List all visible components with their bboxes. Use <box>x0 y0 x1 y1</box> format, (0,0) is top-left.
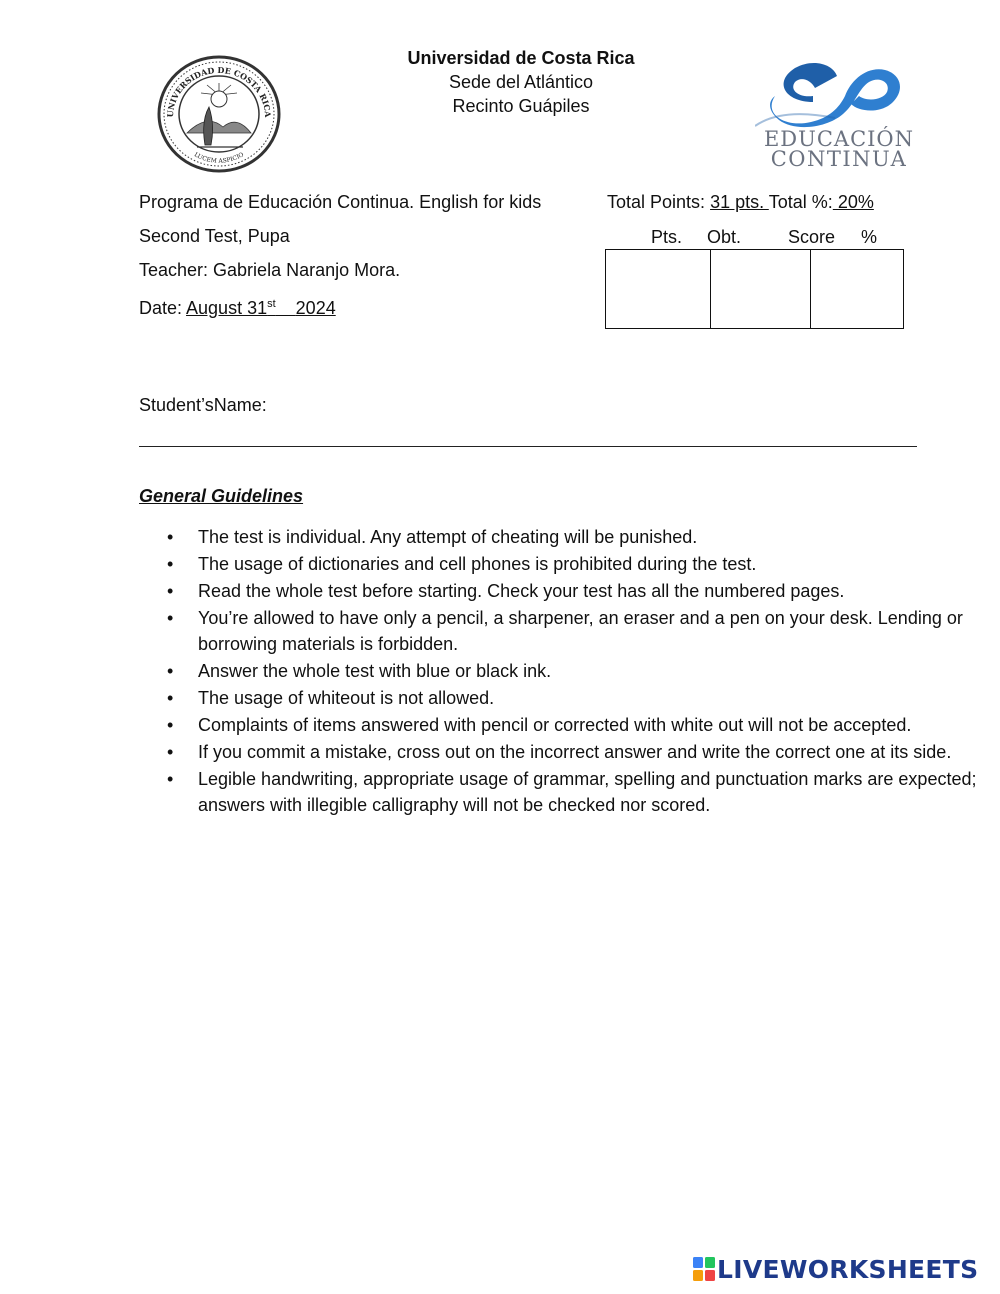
student-name-line[interactable] <box>139 446 917 447</box>
list-item: • Complaints of items answered with pencil or corrected with white out will not be accepted. <box>198 712 988 738</box>
score-cell-score[interactable] <box>811 250 903 328</box>
list-item: • Answer the whole test with blue or black ink. <box>198 658 988 684</box>
liveworksheets-text: LIVEWORKSHEETS <box>717 1254 979 1284</box>
date-month-day: August 31 <box>186 298 268 318</box>
guidelines-title: General Guidelines <box>139 486 304 506</box>
total-percent-label: Total %: <box>768 192 833 212</box>
logo-text-line1: EDUCACIÓN <box>763 127 915 151</box>
list-item: • The usage of whiteout is not allowed. <box>198 685 988 711</box>
date-suffix: st <box>267 298 276 310</box>
score-cell-pts[interactable] <box>606 250 711 328</box>
liveworksheets-brand[interactable] <box>693 1254 978 1284</box>
list-item: • Read the whole test before starting. Check your test has all the numbered pages. <box>198 578 988 604</box>
university-name: Universidad de Costa Rica <box>407 48 635 68</box>
educacion-continua-logo <box>755 56 915 168</box>
institution-header <box>300 46 742 118</box>
liveworksheets-icon <box>693 1257 715 1281</box>
col-score-label: Score <box>788 227 836 247</box>
list-item: • You’re allowed to have only a pencil, a sharpener, an eraser and a pen on your desk. Lending or borrowing materials is forbidden. <box>198 605 988 657</box>
col-pts-label: Pts. <box>651 227 683 247</box>
total-points-label: Total Points: <box>607 192 711 212</box>
program-line: Programa de Educación Continua. English for kids <box>139 192 542 212</box>
date-value <box>186 298 336 318</box>
list-item: • If you commit a mistake, cross out on the incorrect answer and write the correct one at its side. <box>198 739 988 765</box>
logo-text-line2: CONTINUA <box>770 147 908 168</box>
date-line <box>139 293 336 319</box>
student-name-label: Student’sName: <box>139 395 267 415</box>
date-year: 2024 <box>295 298 336 318</box>
score-box <box>605 249 904 329</box>
total-points-value: 31 pts. <box>710 192 769 212</box>
list-item: • The test is individual. Any attempt of cheating will be punished. <box>198 524 988 550</box>
seal-ring-text: UNIVERSIDAD DE COSTA RICA <box>164 64 274 118</box>
site-name: Recinto Guápiles <box>452 96 590 116</box>
seal-motto: LUCEM ASPICIO <box>192 151 246 165</box>
col-obt-label: Obt. <box>707 227 742 247</box>
university-seal <box>157 55 281 173</box>
date-label: Date: <box>139 298 187 318</box>
teacher-line: Teacher: Gabriela Naranjo Mora. <box>139 260 401 280</box>
score-cell-obt[interactable] <box>711 250 811 328</box>
test-line: Second Test, Pupa <box>139 226 290 246</box>
list-item: • The usage of dictionaries and cell phones is prohibited during the test. <box>198 551 988 577</box>
total-percent-value: 20% <box>832 192 874 212</box>
col-pct-label: % <box>861 227 878 247</box>
list-item: • Legible handwriting, appropriate usage of grammar, spelling and punctuation marks are expected; answers with illegible calligraphy will not be checked nor scored. <box>198 766 988 818</box>
total-points-line <box>607 191 874 213</box>
campus-name: Sede del Atlántico <box>448 72 594 92</box>
guidelines-list <box>139 524 988 819</box>
